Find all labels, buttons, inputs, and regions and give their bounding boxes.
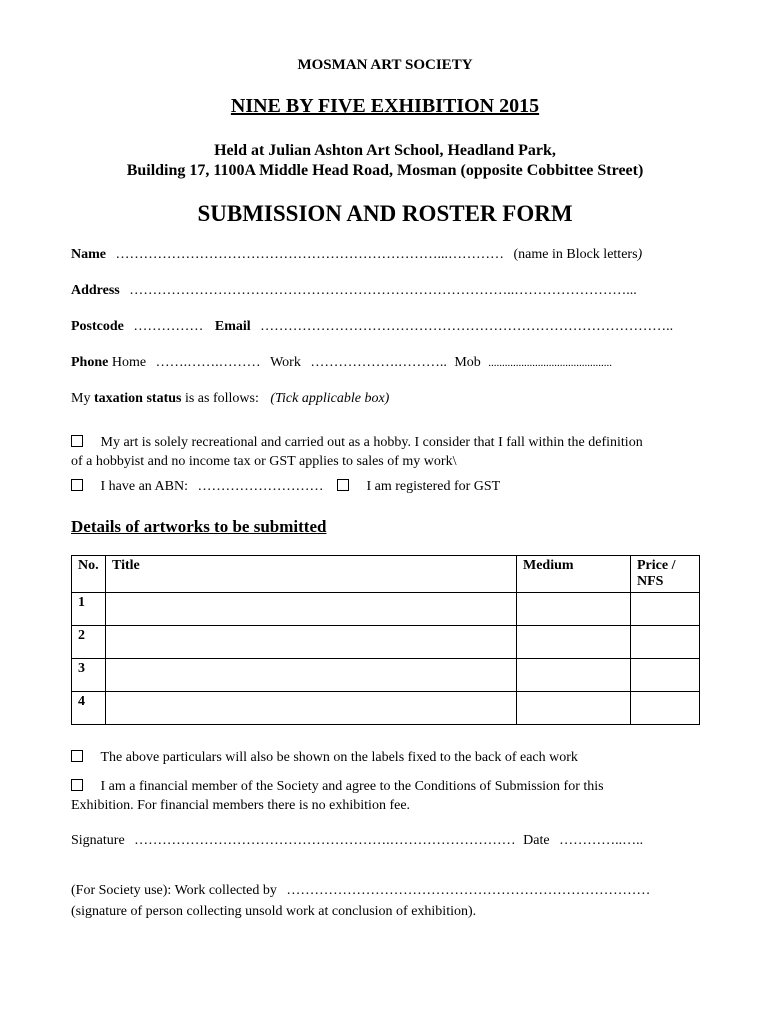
address-field[interactable]: ………………………………………………………………………..……………………...	[129, 283, 637, 298]
labels-text: The above particulars will also be shown on the labels fixed to the back of each work	[100, 750, 578, 765]
price-cell[interactable]	[631, 593, 700, 626]
abn-checkbox[interactable]	[71, 479, 83, 491]
medium-cell[interactable]	[517, 593, 631, 626]
name-label: Name	[71, 247, 106, 262]
column-header-title: Title	[106, 556, 517, 593]
title-cell[interactable]	[106, 626, 517, 659]
name-field[interactable]: ……………………………………………………………...…………	[115, 247, 504, 262]
member-text-line2: Exhibition. For financial members there is no exhibition fee.	[71, 798, 411, 813]
exhibition-title: NINE BY FIVE EXHIBITION 2015	[230, 95, 540, 117]
price-cell[interactable]	[631, 692, 700, 725]
column-header-price	[631, 556, 700, 593]
postcode-label: Postcode	[71, 319, 124, 334]
column-header-no: No.	[72, 556, 106, 593]
member-text-line1: I am a financial member of the Society and agree to the Conditions of Submission for this	[100, 779, 604, 794]
signature-field[interactable]: ……………………………………………….………………………	[134, 833, 516, 848]
medium-cell[interactable]	[517, 692, 631, 725]
medium-cell[interactable]	[517, 659, 631, 692]
row-number: 4	[72, 692, 106, 725]
venue-line-1: Held at Julian Ashton Art School, Headland Park,	[214, 142, 556, 159]
phone-row[interactable]	[71, 355, 612, 371]
gst-label: I am registered for GST	[366, 479, 501, 494]
society-name: MOSMAN ART SOCIETY	[297, 57, 473, 73]
name-row[interactable]	[71, 247, 642, 263]
work-collected-label: (For Society use): Work collected by	[71, 883, 277, 898]
work-label: Work	[270, 355, 301, 370]
member-checkbox[interactable]	[71, 779, 83, 791]
title-cell[interactable]	[106, 692, 517, 725]
work-collected-field[interactable]: ……………………………………………………………………	[286, 883, 651, 898]
price-cell[interactable]	[631, 626, 700, 659]
column-header-price-line1: Price /	[637, 558, 676, 573]
signature-row[interactable]	[71, 833, 643, 849]
member-declaration[interactable]	[71, 777, 604, 815]
labels-checkbox[interactable]	[71, 750, 83, 762]
date-field[interactable]: …………..…..	[559, 833, 644, 848]
gst-checkbox[interactable]	[337, 479, 349, 491]
artworks-heading: Details of artworks to be submitted	[71, 517, 327, 536]
abn-gst-row[interactable]	[71, 479, 500, 495]
hobby-text-line2: of a hobbyist and no income tax or GST applies to sales of my work\	[71, 454, 457, 469]
mob-phone-field[interactable]: .............................................	[488, 357, 613, 369]
table-row	[72, 692, 700, 725]
address-row[interactable]	[71, 283, 637, 299]
date-label: Date	[523, 833, 550, 848]
medium-cell[interactable]	[517, 626, 631, 659]
venue-line-2: Building 17, 1100A Middle Head Road, Mosman (opposite Cobbittee Street)	[126, 162, 644, 179]
postcode-field[interactable]: ……………	[133, 319, 204, 334]
abn-field[interactable]: ………………………	[197, 479, 324, 494]
labels-declaration[interactable]	[71, 750, 578, 766]
hobby-text-line1: My art is solely recreational and carried out as a hobby. I consider that I fall within the definition	[100, 435, 643, 450]
home-phone-field[interactable]: …….…….………	[155, 355, 261, 370]
form-title: SUBMISSION AND ROSTER FORM	[197, 201, 573, 226]
signature-label: Signature	[71, 833, 125, 848]
society-use-note: (signature of person collecting unsold work at conclusion of exhibition).	[71, 904, 477, 919]
tax-intro-post: is as follows:	[184, 391, 259, 406]
name-note-end: )	[637, 247, 643, 262]
table-row	[72, 593, 700, 626]
tax-intro-bold: taxation status	[93, 391, 182, 406]
title-cell[interactable]	[106, 593, 517, 626]
society-use-row[interactable]	[71, 883, 650, 899]
price-cell[interactable]	[631, 659, 700, 692]
column-header-medium: Medium	[517, 556, 631, 593]
tax-intro	[71, 391, 389, 407]
artworks-table	[71, 555, 700, 725]
hobby-option[interactable]	[71, 433, 643, 471]
table-row	[72, 626, 700, 659]
title-cell[interactable]	[106, 659, 517, 692]
postcode-email-row[interactable]	[71, 319, 673, 335]
name-note: (name in Block letters	[513, 247, 638, 262]
column-header-price-line2: NFS	[637, 574, 664, 589]
hobby-checkbox[interactable]	[71, 435, 83, 447]
work-phone-field[interactable]: ……………….………..	[310, 355, 447, 370]
phone-label: Phone	[71, 355, 109, 370]
address-label: Address	[71, 283, 120, 298]
mob-label: Mob	[454, 355, 481, 370]
tax-intro-pre: My	[71, 391, 91, 406]
abn-label: I have an ABN:	[100, 479, 188, 494]
row-number: 3	[72, 659, 106, 692]
email-label: Email	[214, 319, 251, 334]
table-row	[72, 659, 700, 692]
row-number: 2	[72, 626, 106, 659]
table-header-row	[72, 556, 700, 593]
email-field[interactable]: ……………………………………………………………………………..	[260, 319, 674, 334]
home-label: Home	[111, 355, 147, 370]
tax-intro-hint: (Tick applicable box)	[270, 391, 390, 406]
row-number: 1	[72, 593, 106, 626]
